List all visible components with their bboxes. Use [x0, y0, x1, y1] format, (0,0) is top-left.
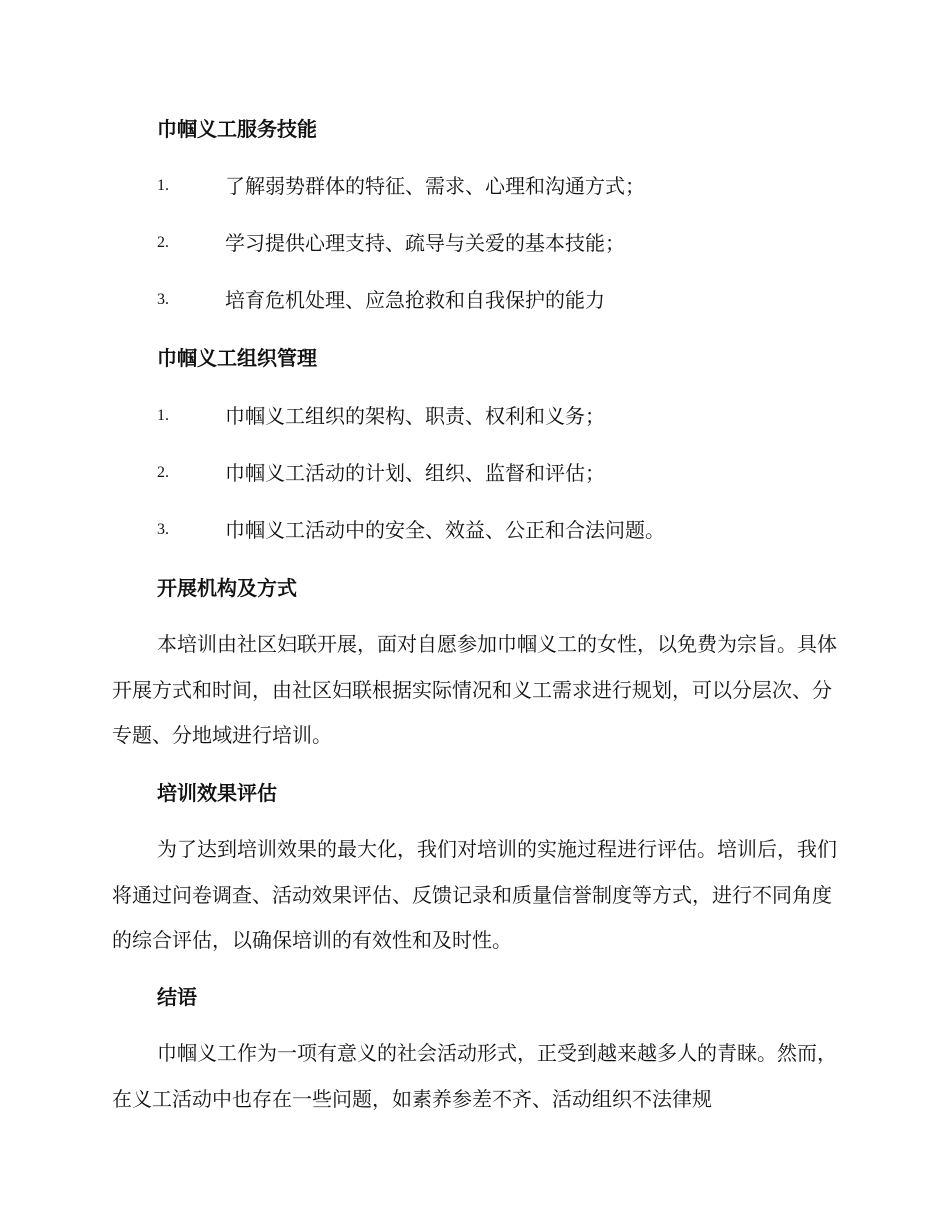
- list-text: 培育危机处理、应急抢救和自我保护的能力: [225, 288, 605, 312]
- list-text: 巾帼义工组织的架构、职责、权利和义务；: [225, 404, 605, 428]
- list-text: 巾帼义工活动的计划、组织、监督和评估；: [225, 461, 605, 485]
- list-number: 3.: [157, 291, 169, 308]
- list-text: 学习提供心理支持、疏导与关爱的基本技能；: [225, 231, 625, 255]
- section-heading-evaluation: 培训效果评估: [157, 781, 277, 805]
- section-heading-service-skills: 巾帼义工服务技能: [157, 117, 317, 141]
- list-number: 2.: [157, 464, 169, 481]
- list-text: 了解弱势群体的特征、需求、心理和沟通方式；: [225, 174, 645, 198]
- section-paragraph: 为了达到培训效果的最大化，我们对培训的实施过程进行评估。培训后，我们将通过问卷调查、活动效果评估、反馈记录和质量信誉制度等方式，进行不同角度的综合评估，以确保培训的有效性和及时性。: [112, 837, 837, 952]
- section-paragraph: 巾帼义工作为一项有意义的社会活动形式，正受到越来越多人的青睐。然而，在义工活动中也存在一些问题，如素养参差不齐、活动组织不法律规: [112, 1041, 837, 1111]
- list-number: 1.: [157, 407, 169, 424]
- list-number: 1.: [157, 177, 169, 194]
- section-heading-organization-management: 巾帼义工组织管理: [157, 346, 317, 370]
- section-heading-conclusion: 结语: [157, 985, 197, 1009]
- section-paragraph: 本培训由社区妇联开展，面对自愿参加巾帼义工的女性，以免费为宗旨。具体开展方式和时间，由社区妇联根据实际情况和义工需求进行规划，可以分层次、分专题、分地域进行培训。: [112, 632, 837, 747]
- list-text: 巾帼义工活动中的安全、效益、公正和合法问题。: [225, 518, 665, 542]
- list-number: 3.: [157, 521, 169, 538]
- list-number: 2.: [157, 234, 169, 251]
- section-heading-organization-and-method: 开展机构及方式: [157, 576, 297, 600]
